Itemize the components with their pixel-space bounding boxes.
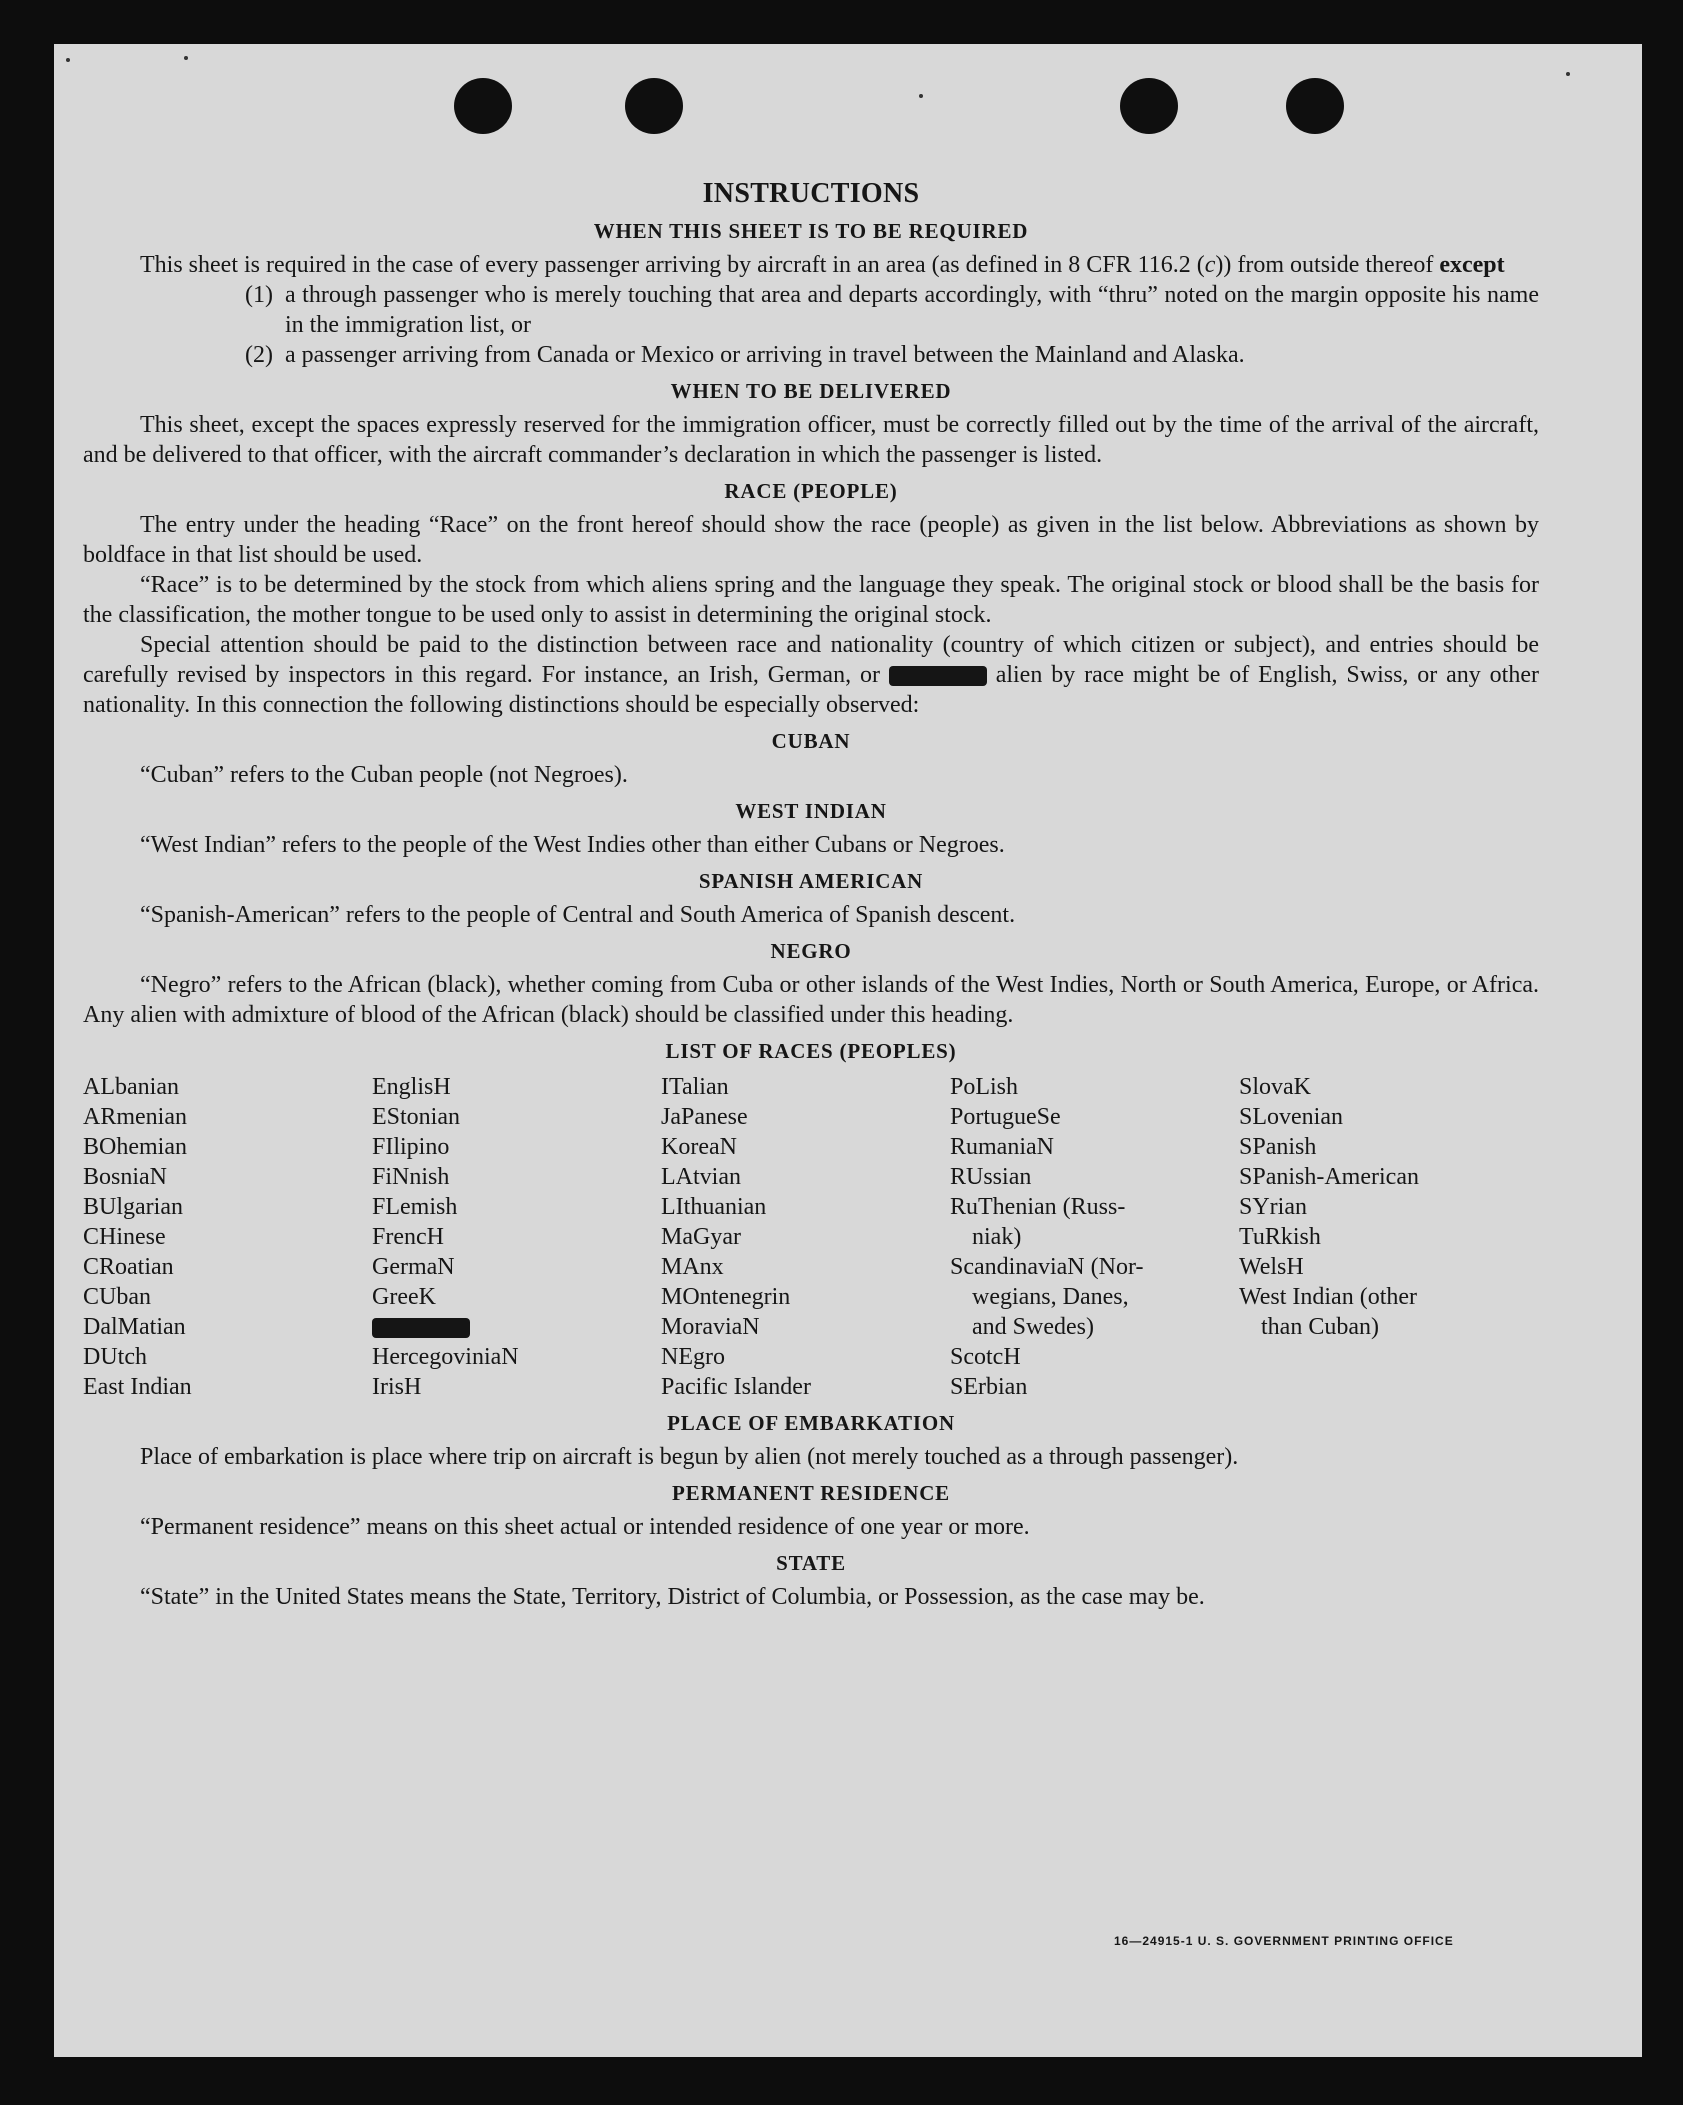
list-item: BOhemian <box>83 1134 187 1160</box>
races-column-5 <box>1239 1072 1528 1402</box>
redaction-mark <box>372 1318 470 1338</box>
races-column-4-bottom <box>950 1342 1239 1402</box>
negro-text: “Negro” refers to the African (black), whether coming from Cuba or other islands of the West Indies, North or South America, Europe, or Africa. Any alien with admixture of blood of the African (black) should be classified under this heading. <box>83 972 1539 1028</box>
heading-when-delivered: WHEN TO BE DELIVERED <box>670 379 952 403</box>
redaction-mark <box>889 666 987 686</box>
punch-hole <box>454 78 512 134</box>
west-indian-text: “West Indian” refers to the people of the West Indies other than either Cubans or Negroes. <box>140 832 1005 858</box>
heading-embarkation: PLACE OF EMBARKATION <box>667 1411 955 1435</box>
race-paragraph-3 <box>83 630 1539 720</box>
when-delivered-text: This sheet, except the spaces expressly reserved for the immigration officer, must be correctly filled out by the time of the arrival of the aircraft, and be delivered to that officer, with the aircraft commander’s declaration in which the passenger is listed. <box>83 412 1539 468</box>
speck <box>919 94 923 98</box>
list-item: CHinese <box>83 1224 166 1250</box>
list-item: SPanish-American <box>1239 1164 1419 1190</box>
spanish-american-text: “Spanish-American” refers to the people of Central and South America of Spanish descent. <box>140 902 1016 928</box>
race-p3-end: alien by race might be of English, Swiss, or any other nationality. In this connection the following distinctions should be especially observed: <box>83 662 1539 718</box>
intro-text-mid: )) from outside thereof <box>1215 252 1440 278</box>
list-item-continuation: than Cuban) <box>1261 1314 1379 1340</box>
heading-race: RACE (PEOPLE) <box>724 479 898 503</box>
heading-when-required: WHEN THIS SHEET IS TO BE REQUIRED <box>593 219 1029 243</box>
list-item: East Indian <box>83 1374 192 1400</box>
heading-list-of-races: LIST OF RACES (PEOPLES) <box>665 1039 957 1063</box>
list-item: PoLish <box>950 1074 1019 1100</box>
page-title: INSTRUCTIONS <box>702 178 920 209</box>
races-list <box>83 1072 1539 1402</box>
exception-item-1 <box>83 280 1539 340</box>
list-item: DalMatian <box>83 1314 186 1340</box>
list-item: CRoatian <box>83 1254 174 1280</box>
list-item: CUban <box>83 1284 151 1310</box>
instructions-content <box>83 178 1539 1612</box>
list-item-continuation: niak) <box>972 1224 1022 1250</box>
when-required-intro <box>83 250 1539 280</box>
punch-hole <box>1120 78 1178 134</box>
item-text: a through passenger who is merely touching that area and departs accordingly, with “thru” noted on the margin opposite his name in the immigration list, or <box>285 282 1539 338</box>
heading-permanent-residence: PERMANENT RESIDENCE <box>672 1481 950 1505</box>
list-item: KoreaN <box>661 1134 737 1160</box>
list-item: West Indian (other <box>1239 1284 1418 1310</box>
list-item: SlovaK <box>1239 1074 1311 1100</box>
cuban-text: “Cuban” refers to the Cuban people (not Negroes). <box>140 762 628 788</box>
list-item: ScandinaviaN (Nor- <box>950 1254 1144 1280</box>
document-sheet <box>54 44 1642 2057</box>
list-item: BosniaN <box>83 1164 167 1190</box>
list-item: IrisH <box>372 1374 422 1400</box>
list-item: SYrian <box>1239 1194 1307 1220</box>
list-item: FiNnish <box>372 1164 450 1190</box>
list-item: MOntenegrin <box>661 1284 791 1310</box>
list-item: LIthuanian <box>661 1194 767 1220</box>
races-column-2-top <box>372 1072 661 1312</box>
item-number: (1) <box>245 282 273 308</box>
heading-west-indian: WEST INDIAN <box>735 799 887 823</box>
item-number: (2) <box>245 342 273 368</box>
speck <box>66 58 70 62</box>
intro-except: except <box>1439 252 1505 278</box>
list-item: FLemish <box>372 1194 458 1220</box>
state-text: “State” in the United States means the State, Territory, District of Columbia, or Possession, as the case may be. <box>140 1584 1205 1610</box>
list-item: WelsH <box>1239 1254 1304 1280</box>
races-column-2 <box>372 1072 661 1402</box>
races-column-1 <box>83 1072 372 1402</box>
list-item-continuation: and Swedes) <box>972 1314 1094 1340</box>
speck <box>1566 72 1570 76</box>
heading-cuban: CUBAN <box>771 729 851 753</box>
races-column-2-bottom <box>372 1342 661 1402</box>
list-item: RuThenian (Russ- <box>950 1194 1126 1220</box>
heading-negro: NEGRO <box>770 939 852 963</box>
list-item: SPanish <box>1239 1134 1317 1160</box>
list-item: RumaniaN <box>950 1134 1054 1160</box>
list-item: MaGyar <box>661 1224 741 1250</box>
list-item: NEgro <box>661 1344 725 1370</box>
list-item: SErbian <box>950 1374 1028 1400</box>
list-item: MoraviaN <box>661 1314 760 1340</box>
races-column-4 <box>950 1072 1239 1402</box>
list-item: ITalian <box>661 1074 729 1100</box>
list-item: ARmenian <box>83 1104 187 1130</box>
list-item: DUtch <box>83 1344 147 1370</box>
intro-c: c <box>1204 252 1216 278</box>
list-item-continuation: wegians, Danes, <box>972 1284 1129 1310</box>
list-item: TuRkish <box>1239 1224 1321 1250</box>
races-column-3 <box>661 1072 950 1402</box>
punch-hole <box>1286 78 1344 134</box>
list-item: LAtvian <box>661 1164 741 1190</box>
races-column-5-top <box>1239 1072 1528 1312</box>
punch-hole <box>625 78 683 134</box>
printer-imprint: 16—24915-1 U. S. GOVERNMENT PRINTING OFFICE <box>1114 1934 1454 1948</box>
residence-text: “Permanent residence” means on this sheet actual or intended residence of one year or more. <box>140 1514 1030 1540</box>
heading-state: STATE <box>776 1551 846 1575</box>
heading-spanish-american: SPANISH AMERICAN <box>698 869 924 893</box>
list-item: GermaN <box>372 1254 455 1280</box>
list-item: PortugueSe <box>950 1104 1061 1130</box>
list-item: EStonian <box>372 1104 460 1130</box>
race-paragraph-1: The entry under the heading “Race” on the front hereof should show the race (people) as given in the list below. Abbreviations as shown by boldface in that list should be used. <box>83 512 1539 568</box>
exception-item-2 <box>83 340 1539 370</box>
list-item: FIlipino <box>372 1134 450 1160</box>
intro-text: This sheet is required in the case of every passenger arriving by aircraft in an area (as defined in 8 CFR 116.2 ( <box>140 252 1205 278</box>
embarkation-text: Place of embarkation is place where trip on aircraft is begun by alien (not merely touched as a through passenger). <box>140 1444 1239 1470</box>
races-column-4-top <box>950 1072 1239 1222</box>
list-item: HercegoviniaN <box>372 1344 519 1370</box>
list-item: ALbanian <box>83 1074 179 1100</box>
list-item: GreeK <box>372 1284 436 1310</box>
race-paragraph-2: “Race” is to be determined by the stock from which aliens spring and the language they speak. The original stock or blood shall be the basis for the classification, the mother tongue to be used only to assist in determining the original stock. <box>83 572 1539 628</box>
list-item <box>372 1312 661 1342</box>
list-item: Pacific Islander <box>661 1374 811 1400</box>
list-item: BUlgarian <box>83 1194 183 1220</box>
list-item: MAnx <box>661 1254 724 1280</box>
list-item: EnglisH <box>372 1074 451 1100</box>
list-item: JaPanese <box>661 1104 748 1130</box>
speck <box>184 56 188 60</box>
list-item: FrencH <box>372 1224 444 1250</box>
list-item: ScotcH <box>950 1344 1021 1370</box>
race-p3-start: Special attention should be paid to the distinction between race and nationality (country of which citizen or subject), and entries should be carefully revised by inspectors in this regard. For instance, an Irish, German, or <box>83 632 1539 688</box>
list-item: RUssian <box>950 1164 1032 1190</box>
item-text: a passenger arriving from Canada or Mexico or arriving in travel between the Mainland and Alaska. <box>285 342 1245 368</box>
list-item: SLovenian <box>1239 1104 1343 1130</box>
